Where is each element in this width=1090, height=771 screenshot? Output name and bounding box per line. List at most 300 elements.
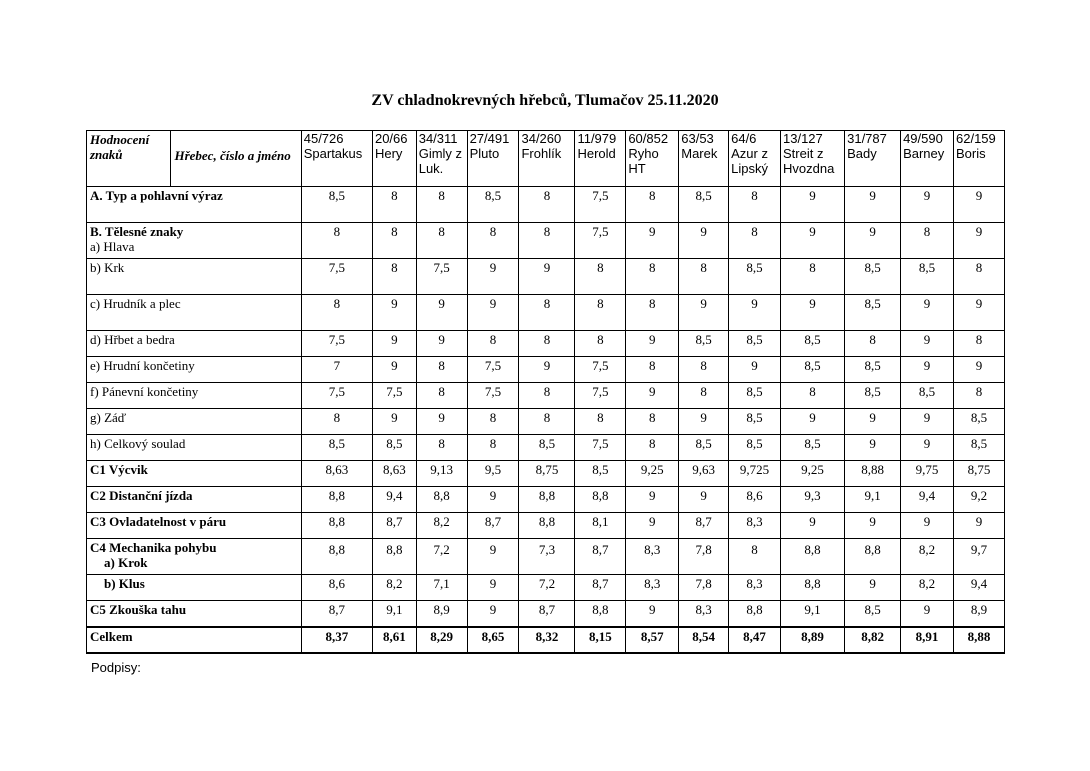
score-cell: 8,9 (954, 601, 1005, 627)
score-cell: 8,5 (845, 295, 901, 331)
score-cell: 9 (626, 383, 679, 409)
score-cell: 8 (467, 223, 519, 259)
score-cell: 8 (519, 409, 575, 435)
score-cell: 8,5 (729, 331, 781, 357)
criterion-label (87, 357, 302, 383)
score-cell: 8,8 (781, 575, 845, 601)
criterion-name: C3 Ovladatelnost v páru (90, 514, 227, 529)
score-cell: 8,5 (372, 435, 416, 461)
horse-number: 27/491 (469, 131, 510, 146)
score-cell: 8 (729, 539, 781, 575)
score-cell: 9 (901, 357, 954, 383)
criterion-name: h) Celkový soulad (90, 436, 186, 451)
score-cell: 8,1 (575, 513, 626, 539)
score-cell: 8 (954, 259, 1005, 295)
score-cell: 9 (901, 187, 954, 223)
criteria-header (87, 131, 171, 187)
score-cell: 8 (372, 223, 416, 259)
score-cell: 8,3 (626, 575, 679, 601)
score-cell: 9 (679, 295, 729, 331)
score-cell: 8,7 (575, 575, 626, 601)
score-cell: 7,8 (679, 539, 729, 575)
score-cell: 8,5 (301, 435, 372, 461)
horse-number: 31/787 (847, 131, 887, 146)
table-row (87, 259, 1005, 295)
score-cell: 9 (626, 601, 679, 627)
score-cell: 8 (679, 383, 729, 409)
horse-name: Boris (956, 146, 986, 161)
score-cell: 7,5 (416, 259, 467, 295)
criterion-label (87, 331, 302, 357)
score-cell: 8 (845, 331, 901, 357)
score-cell: 8 (626, 409, 679, 435)
score-cell: 8,5 (679, 435, 729, 461)
score-cell: 8,3 (729, 513, 781, 539)
score-cell: 9 (954, 187, 1005, 223)
score-cell: 7 (301, 357, 372, 383)
horse-name: Marek (681, 146, 718, 161)
score-cell: 9 (467, 539, 519, 575)
score-cell: 7,1 (416, 575, 467, 601)
score-cell: 8,5 (954, 409, 1005, 435)
score-cell: 8 (416, 357, 467, 383)
criterion-name: C4 Mechanika pohybu (90, 540, 217, 555)
horse-number: 11/979 (577, 131, 617, 146)
score-cell: 8 (954, 331, 1005, 357)
horse-name: Hery (374, 146, 403, 161)
horse-header-5 (519, 131, 575, 187)
horse-name: Ryho HT (628, 146, 659, 176)
criterion-label (87, 435, 302, 461)
table-row (87, 223, 1005, 259)
score-cell: 8,5 (901, 259, 954, 295)
score-cell: 9,7 (954, 539, 1005, 575)
criterion-label (87, 461, 302, 487)
criterion-label (87, 295, 302, 331)
score-cell: 8,88 (845, 461, 901, 487)
score-cell: 8 (519, 295, 575, 331)
criterion-label (87, 187, 302, 223)
score-cell: 9 (901, 331, 954, 357)
score-cell: 9 (626, 513, 679, 539)
score-cell: 9 (901, 513, 954, 539)
horse-header-3 (416, 131, 467, 187)
score-cell: 8,5 (901, 383, 954, 409)
criterion-name: g) Záď (90, 410, 127, 425)
score-cell: 8 (301, 223, 372, 259)
criterion-label (87, 539, 302, 575)
score-cell: 8 (372, 187, 416, 223)
criterion-label (87, 601, 302, 627)
horse-header-2 (372, 131, 416, 187)
table-row (87, 331, 1005, 357)
score-cell: 8 (781, 259, 845, 295)
horse-number: 64/6 (731, 131, 757, 146)
score-cell: 8,9 (416, 601, 467, 627)
score-cell: 8,6 (301, 575, 372, 601)
score-cell: 9,4 (954, 575, 1005, 601)
score-cell: 8 (954, 383, 1005, 409)
score-cell: 7,5 (575, 357, 626, 383)
score-cell: 8,5 (781, 435, 845, 461)
score-cell: 9 (626, 331, 679, 357)
horse-header-13 (954, 131, 1005, 187)
score-cell: 8,5 (954, 435, 1005, 461)
score-cell: 8 (626, 187, 679, 223)
score-cell: 9 (467, 259, 519, 295)
score-cell: 9 (781, 513, 845, 539)
score-cell: 8,75 (519, 461, 575, 487)
score-cell: 9,5 (467, 461, 519, 487)
document-title: ZV chladnokrevných hřebců, Tlumačov 25.11.2020 (371, 92, 719, 109)
score-cell: 9 (781, 223, 845, 259)
table-row (87, 461, 1005, 487)
score-cell: 9 (729, 295, 781, 331)
horse-header-12 (901, 131, 954, 187)
score-cell: 8,2 (372, 575, 416, 601)
score-cell: 9 (781, 409, 845, 435)
table-row (87, 435, 1005, 461)
score-cell: 8,63 (301, 461, 372, 487)
score-cell: 8,63 (372, 461, 416, 487)
total-label: Celkem (87, 627, 302, 653)
criterion-subname: a) Hlava (90, 239, 135, 254)
score-cell: 9 (467, 601, 519, 627)
score-cell: 8 (416, 223, 467, 259)
table-row (87, 575, 1005, 601)
score-cell: 8 (575, 295, 626, 331)
total-score-cell: 8,37 (301, 627, 372, 653)
score-cell: 9,25 (781, 461, 845, 487)
score-cell: 8 (416, 383, 467, 409)
total-score-cell: 8,15 (575, 627, 626, 653)
score-cell: 9 (954, 513, 1005, 539)
total-score-cell: 8,88 (954, 627, 1005, 653)
header-row (87, 131, 1005, 187)
score-cell: 8,7 (467, 513, 519, 539)
score-cell: 8 (575, 409, 626, 435)
score-cell: 9,3 (781, 487, 845, 513)
score-cell: 8 (519, 223, 575, 259)
table-row (87, 357, 1005, 383)
score-cell: 8 (575, 331, 626, 357)
score-cell: 8,7 (575, 539, 626, 575)
score-cell: 8 (626, 259, 679, 295)
score-cell: 7,5 (575, 187, 626, 223)
score-cell: 9,63 (679, 461, 729, 487)
score-cell: 9,1 (781, 601, 845, 627)
criterion-label (87, 575, 302, 601)
score-cell: 8,5 (467, 187, 519, 223)
score-cell: 8,5 (781, 331, 845, 357)
horse-name: Spartakus (303, 146, 363, 161)
horse-number: 13/127 (783, 131, 823, 146)
table-row (87, 383, 1005, 409)
score-cell: 9 (467, 487, 519, 513)
horse-header-9 (729, 131, 781, 187)
score-cell: 8,5 (729, 259, 781, 295)
score-cell: 9 (416, 409, 467, 435)
score-cell: 9 (729, 357, 781, 383)
total-score-cell: 8,82 (845, 627, 901, 653)
horse-number: 34/311 (418, 131, 458, 146)
score-cell: 8 (519, 331, 575, 357)
horse-number: 63/53 (681, 131, 714, 146)
total-score-cell: 8,61 (372, 627, 416, 653)
total-score-cell: 8,32 (519, 627, 575, 653)
score-cell: 9 (954, 223, 1005, 259)
score-cell: 8,8 (845, 539, 901, 575)
score-cell: 8 (301, 295, 372, 331)
criterion-subname: a) Krok (104, 555, 148, 570)
score-cell: 9,4 (372, 487, 416, 513)
table-row (87, 409, 1005, 435)
score-cell: 8,5 (729, 383, 781, 409)
score-cell: 8 (467, 331, 519, 357)
score-cell: 9 (416, 331, 467, 357)
score-cell: 8,8 (416, 487, 467, 513)
score-cell: 9,25 (626, 461, 679, 487)
score-cell: 8,5 (845, 601, 901, 627)
score-cell: 7,5 (467, 383, 519, 409)
table-row (87, 601, 1005, 627)
score-cell: 9 (467, 295, 519, 331)
score-cell: 9 (781, 187, 845, 223)
score-cell: 7,5 (301, 383, 372, 409)
score-cell: 8,8 (301, 513, 372, 539)
horse-header-11 (845, 131, 901, 187)
table-row (87, 539, 1005, 575)
criterion-name: d) Hřbet a bedra (90, 332, 175, 347)
score-cell: 9 (626, 223, 679, 259)
criterion-label (87, 487, 302, 513)
score-cell: 8,5 (301, 187, 372, 223)
score-cell: 9 (845, 223, 901, 259)
horse-name: Barney (903, 146, 945, 161)
score-cell: 8,7 (301, 601, 372, 627)
score-cell: 8,5 (679, 187, 729, 223)
score-cell: 9 (954, 295, 1005, 331)
score-cell: 8,8 (575, 487, 626, 513)
score-cell: 9 (901, 601, 954, 627)
score-cell: 8 (372, 259, 416, 295)
score-cell: 8 (301, 409, 372, 435)
score-cell: 8,7 (519, 601, 575, 627)
score-cell: 8 (679, 259, 729, 295)
score-cell: 8 (467, 435, 519, 461)
score-cell: 8 (519, 187, 575, 223)
score-cell: 8 (467, 409, 519, 435)
criteria-header-line2: znaků (90, 147, 123, 162)
score-cell: 8 (626, 295, 679, 331)
signatures-label: Podpisy: (91, 660, 141, 675)
criterion-name: B. Tělesné znaky (90, 224, 184, 239)
score-cell: 8,5 (729, 409, 781, 435)
horse-name: Frohlík (521, 146, 562, 161)
score-cell: 7,5 (575, 223, 626, 259)
score-cell: 9 (901, 409, 954, 435)
score-cell: 7,5 (301, 331, 372, 357)
total-score-cell: 8,29 (416, 627, 467, 653)
score-cell: 8,2 (901, 575, 954, 601)
horse-header-6 (575, 131, 626, 187)
score-cell: 8,5 (845, 259, 901, 295)
score-cell: 8 (729, 187, 781, 223)
score-cell: 9,75 (901, 461, 954, 487)
horse-name: Azur z Lipský (731, 146, 768, 176)
score-cell: 7,5 (575, 435, 626, 461)
criterion-label (87, 409, 302, 435)
horse-number: 60/852 (628, 131, 669, 146)
table-row (87, 513, 1005, 539)
score-cell: 8,5 (729, 435, 781, 461)
horse-header-label: Hřebec, číslo a jméno (174, 148, 291, 163)
score-cell: 7,5 (575, 383, 626, 409)
score-cell: 9,4 (901, 487, 954, 513)
horse-header-10 (781, 131, 845, 187)
score-cell: 9 (679, 409, 729, 435)
score-cell: 8,5 (519, 435, 575, 461)
score-cell: 8 (781, 383, 845, 409)
score-cell: 8,8 (575, 601, 626, 627)
score-cell: 8 (679, 357, 729, 383)
score-cell: 8,8 (781, 539, 845, 575)
score-cell: 9 (954, 357, 1005, 383)
score-cell: 8 (626, 357, 679, 383)
total-score-cell: 8,89 (781, 627, 845, 653)
score-cell: 9 (372, 409, 416, 435)
score-cell: 9 (901, 435, 954, 461)
score-cell: 8,5 (575, 461, 626, 487)
score-cell: 8 (519, 383, 575, 409)
score-cell: 9 (372, 295, 416, 331)
score-cell: 8,7 (679, 513, 729, 539)
criterion-name: C1 Výcvik (90, 462, 148, 477)
horse-header-7 (626, 131, 679, 187)
score-cell: 9 (781, 295, 845, 331)
table-row (87, 187, 1005, 223)
score-cell: 8,2 (901, 539, 954, 575)
table-row (87, 487, 1005, 513)
score-cell: 9 (845, 575, 901, 601)
score-cell: 9,1 (845, 487, 901, 513)
criterion-label (87, 513, 302, 539)
criterion-name: e) Hrudní končetiny (90, 358, 195, 373)
score-cell: 9 (845, 409, 901, 435)
score-cell: 8,3 (679, 601, 729, 627)
criterion-name: b) Krk (90, 260, 125, 275)
score-cell: 7,5 (372, 383, 416, 409)
score-cell: 9 (679, 223, 729, 259)
table-body (87, 187, 1005, 653)
horse-name: Bady (847, 146, 877, 161)
evaluation-table (86, 130, 1005, 654)
score-cell: 8,5 (781, 357, 845, 383)
score-cell: 9 (679, 487, 729, 513)
score-cell: 9 (467, 575, 519, 601)
score-cell: 8,3 (729, 575, 781, 601)
horse-header (171, 131, 301, 187)
criterion-name: f) Pánevní končetiny (90, 384, 199, 399)
score-cell: 8,7 (372, 513, 416, 539)
criterion-label (87, 383, 302, 409)
score-cell: 7,2 (519, 575, 575, 601)
criterion-label (87, 223, 302, 259)
total-row (87, 627, 1005, 653)
total-score-cell: 8,47 (729, 627, 781, 653)
score-cell: 8,8 (301, 539, 372, 575)
score-cell: 9 (845, 187, 901, 223)
score-cell: 8,8 (519, 487, 575, 513)
criterion-name: c) Hrudník a plec (90, 296, 181, 311)
score-cell: 7,8 (679, 575, 729, 601)
score-cell: 9 (372, 357, 416, 383)
criterion-name: C2 Distanční jízda (90, 488, 193, 503)
score-cell: 8,75 (954, 461, 1005, 487)
horse-header-1 (301, 131, 372, 187)
criterion-name: A. Typ a pohlavní výraz (90, 188, 223, 203)
total-score-cell: 8,54 (679, 627, 729, 653)
criteria-header-line1: Hodnocení (90, 132, 150, 147)
horse-name: Gimly z Luk. (418, 146, 463, 176)
score-cell: 8 (575, 259, 626, 295)
score-cell: 8,3 (626, 539, 679, 575)
score-cell: 9,725 (729, 461, 781, 487)
score-cell: 9,1 (372, 601, 416, 627)
total-score-cell: 8,65 (467, 627, 519, 653)
score-cell: 8 (416, 187, 467, 223)
score-cell: 9 (845, 513, 901, 539)
horse-name: Herold (577, 146, 616, 161)
score-cell: 9,2 (954, 487, 1005, 513)
score-cell: 8 (626, 435, 679, 461)
criterion-name: b) Klus (104, 576, 145, 591)
score-cell: 8,5 (845, 383, 901, 409)
score-cell: 8,6 (729, 487, 781, 513)
score-cell: 9 (626, 487, 679, 513)
horse-header-4 (467, 131, 519, 187)
score-cell: 8 (729, 223, 781, 259)
score-cell: 8,5 (679, 331, 729, 357)
score-cell: 8 (416, 435, 467, 461)
horse-number: 45/726 (303, 131, 344, 146)
score-cell: 9 (519, 259, 575, 295)
table-row (87, 295, 1005, 331)
score-cell: 7,2 (416, 539, 467, 575)
score-cell: 7,5 (467, 357, 519, 383)
score-cell: 8,8 (519, 513, 575, 539)
score-cell: 9 (372, 331, 416, 357)
score-cell: 9 (519, 357, 575, 383)
score-cell: 8 (901, 223, 954, 259)
horse-number: 49/590 (903, 131, 943, 146)
score-cell: 8,8 (372, 539, 416, 575)
score-cell: 9 (901, 295, 954, 331)
horse-number: 20/66 (374, 131, 408, 146)
horse-name: Pluto (469, 146, 500, 161)
total-score-cell: 8,91 (901, 627, 954, 653)
total-score-cell: 8,57 (626, 627, 679, 653)
horse-name: Streit z Hvozdna (783, 146, 835, 176)
score-cell: 7,3 (519, 539, 575, 575)
horse-number: 34/260 (521, 131, 562, 146)
score-cell: 8,8 (729, 601, 781, 627)
criterion-name: C5 Zkouška tahu (90, 602, 187, 617)
score-cell: 8,2 (416, 513, 467, 539)
score-cell: 9,13 (416, 461, 467, 487)
horse-number: 62/159 (956, 131, 996, 146)
horse-header-8 (679, 131, 729, 187)
